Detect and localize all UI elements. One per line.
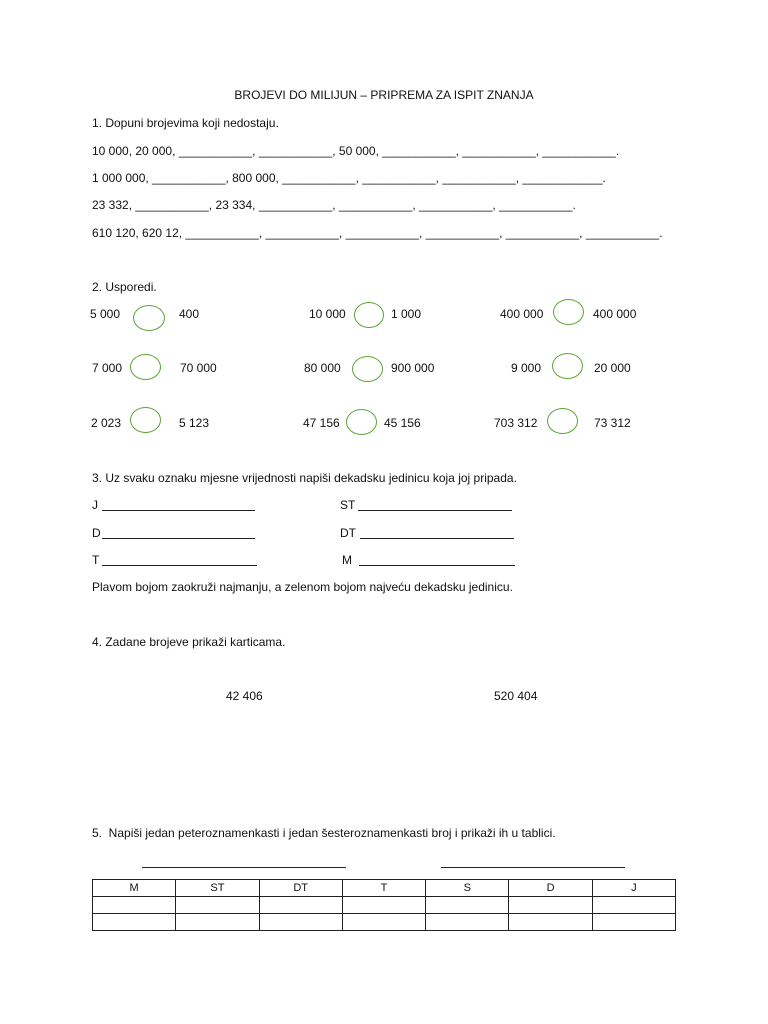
column-header: DT [259,880,342,897]
compare-circle[interactable] [552,353,583,379]
table-cell[interactable] [176,897,259,914]
page-title: BROJEVI DO MILIJUN – PRIPREMA ZA ISPIT ZNANJA [234,88,534,102]
compare-left-value: 5 000 [90,307,121,321]
table-cell[interactable] [259,914,342,931]
compare-right-value: 5 123 [179,416,210,430]
place-value-label: M [342,553,352,567]
compare-left-value: 703 312 [494,416,538,430]
number-answer-line[interactable] [142,867,346,868]
task1-heading: 1. Dopuni brojevima koji nedostaju. [92,116,279,130]
table-header-row [93,880,676,897]
compare-left-value: 2 023 [91,416,122,430]
compare-circle[interactable] [133,305,165,331]
answer-line[interactable] [360,538,514,539]
table-cell[interactable] [342,914,425,931]
column-header: S [426,880,509,897]
compare-right-value: 70 000 [180,361,217,375]
place-value-label: ST [340,498,356,512]
task1-row: 610 120, 620 12, ___________, ___________, ___________, ___________, ___________, ___________. [92,226,663,240]
task4-number: 520 404 [494,689,538,703]
place-value-label: J [92,498,98,512]
table-row [93,897,676,914]
place-value-label: T [92,553,100,567]
compare-right-value: 1 000 [391,307,422,321]
compare-left-value: 47 156 [303,416,340,430]
compare-circle[interactable] [547,408,578,434]
compare-left-value: 9 000 [511,361,542,375]
task5-heading: 5. Napiši jedan peteroznamenkasti i jedan šesteroznamenkasti broj i prikaži ih u tablici. [92,826,556,840]
column-header: T [342,880,425,897]
number-answer-line[interactable] [441,867,625,868]
table-cell[interactable] [592,914,675,931]
compare-left-value: 400 000 [500,307,544,321]
column-header: D [509,880,592,897]
task4-number: 42 406 [226,689,263,703]
table-cell[interactable] [93,914,176,931]
compare-circle[interactable] [130,354,161,380]
table-row [93,914,676,931]
compare-left-value: 10 000 [309,307,346,321]
task4-heading: 4. Zadane brojeve prikaži karticama. [92,635,286,649]
place-value-label: DT [340,526,356,540]
task1-row: 10 000, 20 000, ___________, ___________, 50 000, ___________, ___________, ___________. [92,144,620,158]
table-cell[interactable] [93,897,176,914]
compare-circle[interactable] [354,302,384,328]
compare-circle[interactable] [346,409,377,435]
answer-line[interactable] [359,565,515,566]
column-header: J [592,880,675,897]
compare-circle[interactable] [130,407,161,433]
column-header: ST [176,880,259,897]
compare-right-value: 45 156 [384,416,421,430]
task3-instruction: Plavom bojom zaokruži najmanju, a zelenom bojom najveću dekadsku jedinicu. [92,580,513,594]
answer-line[interactable] [102,565,257,566]
table-cell[interactable] [176,914,259,931]
compare-circle[interactable] [352,356,383,382]
place-value-label: D [92,526,101,540]
compare-right-value: 73 312 [594,416,631,430]
compare-left-value: 80 000 [304,361,341,375]
compare-circle[interactable] [553,299,584,325]
task1-row: 1 000 000, ___________, 800 000, ___________, ___________, ___________, ____________. [92,171,606,185]
compare-right-value: 900 000 [391,361,435,375]
table-cell[interactable] [592,897,675,914]
column-header: M [93,880,176,897]
table-cell[interactable] [509,914,592,931]
task3-heading: 3. Uz svaku oznaku mjesne vrijednosti napiši dekadsku jedinicu koja joj pripada. [92,471,517,485]
task2-heading: 2. Usporedi. [92,280,157,294]
table-cell[interactable] [509,897,592,914]
task1-row: 23 332, ___________, 23 334, ___________, ___________, ___________, ___________. [92,198,576,212]
compare-right-value: 400 [179,307,200,321]
compare-right-value: 400 000 [593,307,637,321]
table-cell[interactable] [426,897,509,914]
table-cell[interactable] [426,914,509,931]
answer-line[interactable] [102,510,255,511]
place-value-table [92,879,676,931]
compare-right-value: 20 000 [594,361,631,375]
answer-line[interactable] [358,510,512,511]
table-cell[interactable] [342,897,425,914]
table-cell[interactable] [259,897,342,914]
answer-line[interactable] [102,538,255,539]
compare-left-value: 7 000 [92,361,123,375]
